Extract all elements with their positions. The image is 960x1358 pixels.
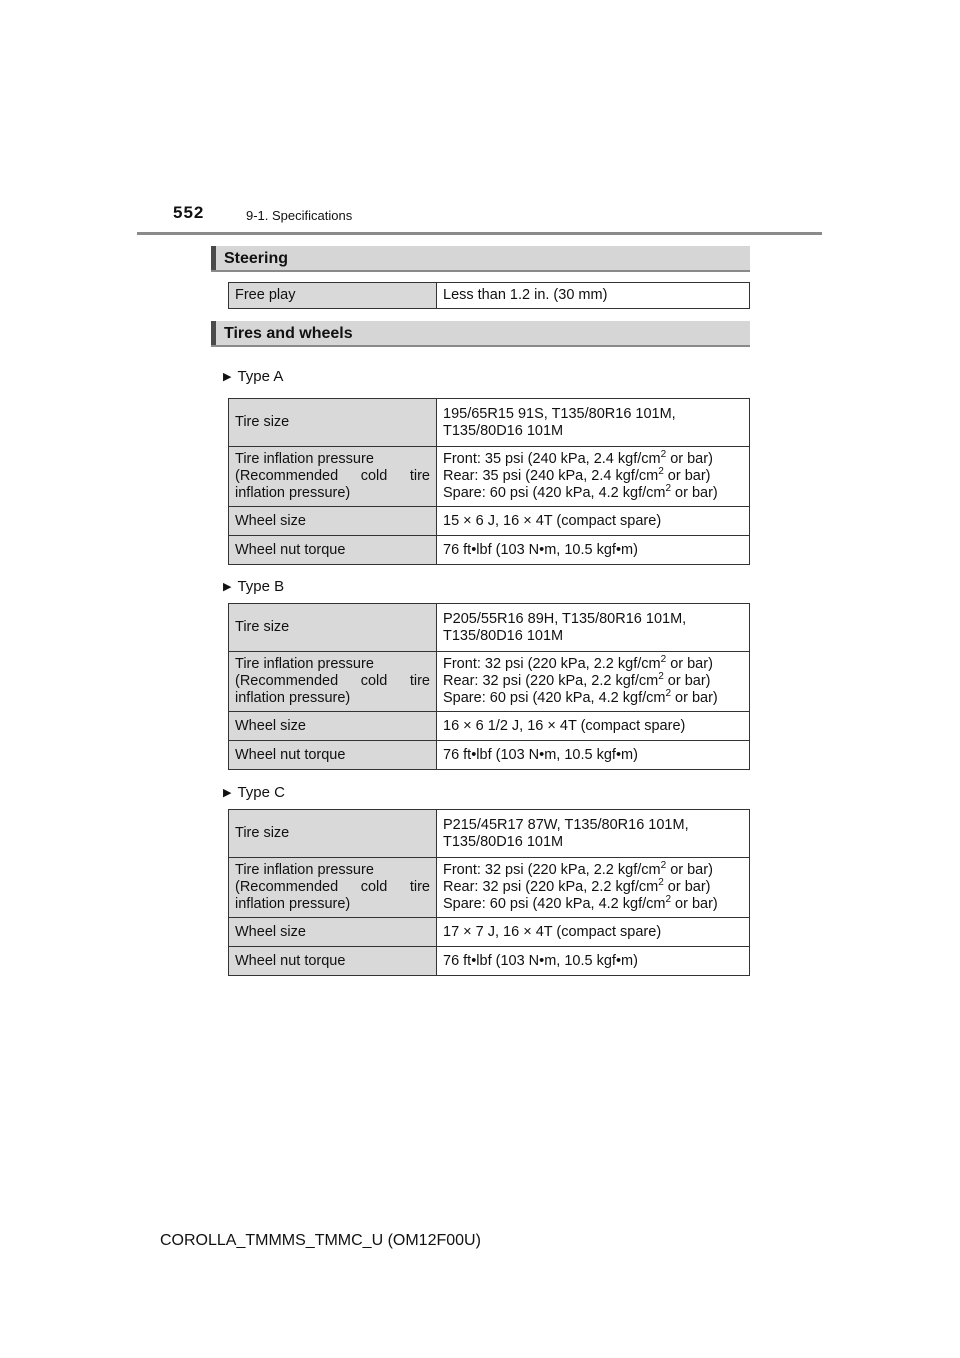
wheel-size-value: 15 × 6 J, 16 × 4T (compact spare) <box>437 507 750 536</box>
table-row <box>229 947 750 976</box>
tire-size-label: Tire size <box>229 604 437 652</box>
tire-size-value: 195/65R15 91S, T135/80R16 101M, T135/80D16 101M <box>437 399 750 447</box>
tire-size-label: Tire size <box>229 810 437 858</box>
torque-value: 76 ft•lbf (103 N•m, 10.5 kgf•m) <box>437 947 750 976</box>
section-heading: 9-1. Specifications <box>246 208 353 223</box>
steering-table <box>228 282 750 309</box>
wheel-size-value: 16 × 6 1/2 J, 16 × 4T (compact spare) <box>437 712 750 741</box>
free-play-value: Less than 1.2 in. (30 mm) <box>437 283 750 309</box>
page-number: 552 <box>173 203 205 222</box>
table-row <box>229 604 750 652</box>
pressure-label: Tire inflation pressure (Recommended cold tire inflation pressure) <box>229 652 437 712</box>
type-b-label: ▶ Type B <box>223 578 285 595</box>
table-row <box>229 712 750 741</box>
table-row <box>229 918 750 947</box>
wheel-size-label: Wheel size <box>229 918 437 947</box>
type-c-table <box>228 809 750 976</box>
pressure-label: Tire inflation pressure (Recommended cold tire inflation pressure) <box>229 447 437 507</box>
header-rule <box>137 232 822 235</box>
triangle-bullet-icon: ▶ <box>223 581 232 593</box>
type-a-table <box>228 398 750 565</box>
type-c-label: ▶ Type C <box>223 784 285 801</box>
torque-label: Wheel nut torque <box>229 947 437 976</box>
tires-heading: Tires and wheels <box>224 325 353 342</box>
table-row <box>229 536 750 565</box>
tire-size-value: P215/45R17 87W, T135/80R16 101M, T135/80D16 101M <box>437 810 750 858</box>
footer-document-id: COROLLA_TMMMS_TMMC_U (OM12F00U) <box>160 1232 481 1249</box>
wheel-size-value: 17 × 7 J, 16 × 4T (compact spare) <box>437 918 750 947</box>
type-b-table <box>228 603 750 770</box>
table-row <box>229 741 750 770</box>
table-row <box>229 447 750 507</box>
table-row <box>229 507 750 536</box>
torque-value: 76 ft•lbf (103 N•m, 10.5 kgf•m) <box>437 741 750 770</box>
tire-size-label: Tire size <box>229 399 437 447</box>
table-row <box>229 858 750 918</box>
tire-size-value: P205/55R16 89H, T135/80R16 101M, T135/80D16 101M <box>437 604 750 652</box>
table-row <box>229 810 750 858</box>
steering-heading-bar <box>211 246 750 272</box>
pressure-label: Tire inflation pressure (Recommended cold tire inflation pressure) <box>229 858 437 918</box>
table-row <box>229 652 750 712</box>
tires-heading-bar <box>211 321 750 347</box>
triangle-bullet-icon: ▶ <box>223 787 232 799</box>
table-row <box>229 399 750 447</box>
pressure-value: Front: 32 psi (220 kPa, 2.2 kgf/$cm^2$ or bar) Rear: 32 psi (220 kPa, 2.2 kgf/$cm^2$ or bar) Spare: 60 psi (420 kPa, 4.2 kgf/$cm^2$ or bar) <box>437 652 750 712</box>
steering-heading: Steering <box>224 250 289 267</box>
table-row <box>229 283 750 309</box>
torque-label: Wheel nut torque <box>229 741 437 770</box>
wheel-size-label: Wheel size <box>229 507 437 536</box>
torque-label: Wheel nut torque <box>229 536 437 565</box>
type-a-label: ▶ Type A <box>223 368 284 385</box>
pressure-value: Front: 32 psi (220 kPa, 2.2 kgf/$cm^2$ or bar) Rear: 32 psi (220 kPa, 2.2 kgf/$cm^2$ or bar) Spare: 60 psi (420 kPa, 4.2 kgf/$cm^2$ or bar) <box>437 858 750 918</box>
triangle-bullet-icon: ▶ <box>223 371 232 383</box>
wheel-size-label: Wheel size <box>229 712 437 741</box>
torque-value: 76 ft•lbf (103 N•m, 10.5 kgf•m) <box>437 536 750 565</box>
free-play-label: Free play <box>229 283 437 309</box>
pressure-value: Front: 35 psi (240 kPa, 2.4 kgf/$cm^2$ or bar) Rear: 35 psi (240 kPa, 2.4 kgf/$cm^2$ or bar) Spare: 60 psi (420 kPa, 4.2 kgf/$cm^2$ or bar) <box>437 447 750 507</box>
